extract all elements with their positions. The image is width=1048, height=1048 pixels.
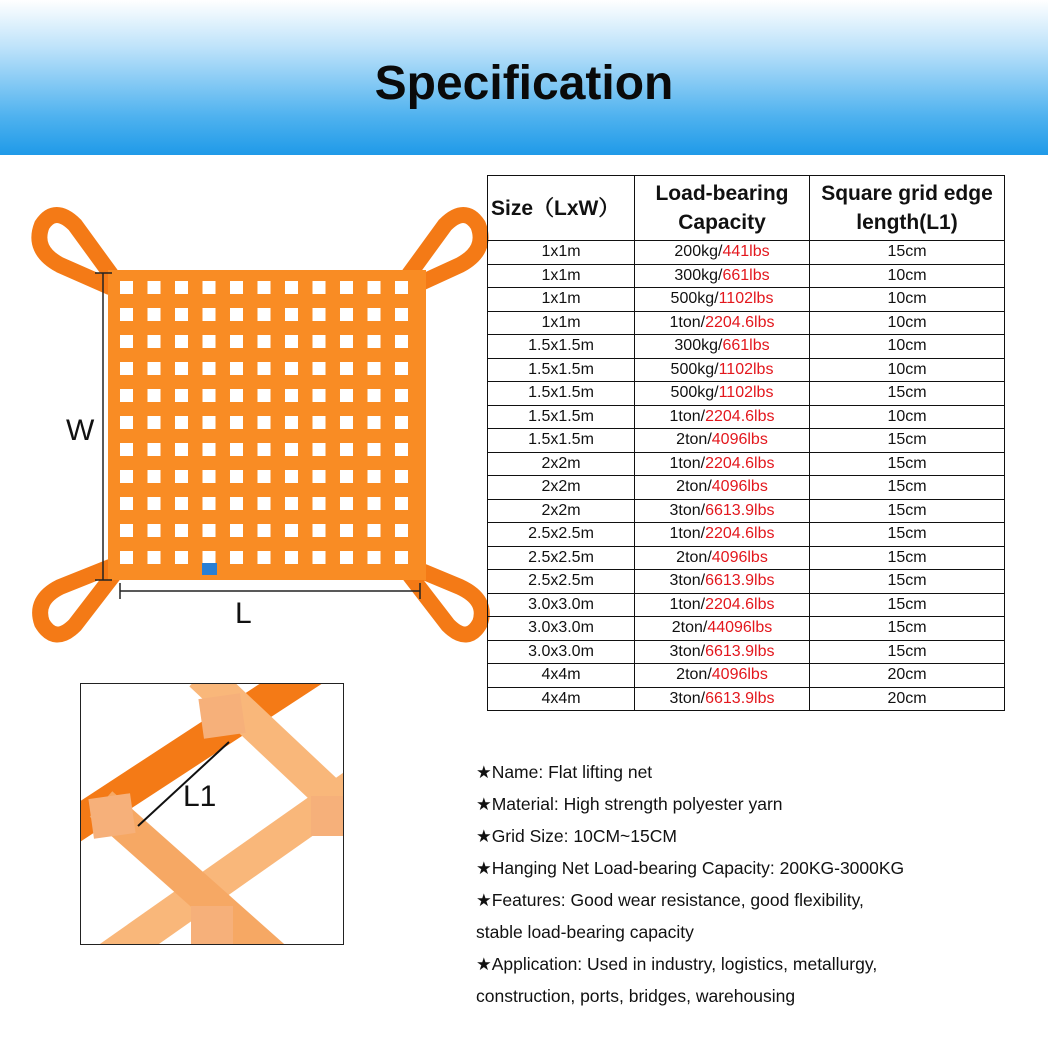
net-hole xyxy=(395,497,408,510)
net-hole xyxy=(230,524,243,537)
table-row xyxy=(488,570,1005,594)
cell-capacity xyxy=(635,664,810,688)
net-hole xyxy=(313,389,326,402)
net-hole xyxy=(203,389,216,402)
cell-size: 2.5x2.5m xyxy=(488,523,635,547)
cell-grid-length: 20cm xyxy=(810,687,1005,711)
table-row xyxy=(488,523,1005,547)
table-row xyxy=(488,429,1005,453)
capacity-lbs: 4096lbs xyxy=(711,666,768,684)
cell-size: 4x4m xyxy=(488,687,635,711)
net-hole xyxy=(203,281,216,294)
net-hole xyxy=(230,389,243,402)
cell-grid-length: 15cm xyxy=(810,546,1005,570)
cell-capacity xyxy=(635,335,810,359)
cell-grid-length: 15cm xyxy=(810,593,1005,617)
net-hole xyxy=(340,389,353,402)
cell-grid-length: 15cm xyxy=(810,617,1005,641)
net-hole xyxy=(148,551,161,564)
table-row xyxy=(488,382,1005,406)
table-row xyxy=(488,264,1005,288)
table-row xyxy=(488,546,1005,570)
net-hole xyxy=(285,308,298,321)
cell-size: 2x2m xyxy=(488,476,635,500)
cell-capacity xyxy=(635,405,810,429)
net-hole xyxy=(285,335,298,348)
capacity-lbs: 1102lbs xyxy=(718,384,774,402)
net-hole xyxy=(368,335,381,348)
table-row xyxy=(488,311,1005,335)
net-hole xyxy=(203,497,216,510)
net-hole xyxy=(285,443,298,456)
net-hole xyxy=(120,416,133,429)
capacity-metric: 2ton/ xyxy=(676,478,712,496)
feature-list xyxy=(476,758,1036,1014)
net-hole xyxy=(203,335,216,348)
cell-size: 1.5x1.5m xyxy=(488,382,635,406)
net-hole xyxy=(120,551,133,564)
cell-grid-length: 10cm xyxy=(810,358,1005,382)
cell-size: 2x2m xyxy=(488,499,635,523)
net-hole xyxy=(120,335,133,348)
cell-capacity xyxy=(635,523,810,547)
capacity-lbs: 661lbs xyxy=(722,266,770,284)
cell-grid-length: 15cm xyxy=(810,499,1005,523)
capacity-lbs: 2204.6lbs xyxy=(705,313,775,331)
net-hole xyxy=(285,551,298,564)
net-hole xyxy=(313,281,326,294)
net-hole xyxy=(395,335,408,348)
net-hole xyxy=(120,524,133,537)
capacity-lbs: 6613.9lbs xyxy=(705,501,775,519)
specification-table xyxy=(487,175,1005,711)
cell-size: 1.5x1.5m xyxy=(488,358,635,382)
net-hole xyxy=(175,362,188,375)
net-hole xyxy=(258,524,271,537)
net-hole xyxy=(175,335,188,348)
net-hole xyxy=(203,470,216,483)
capacity-metric: 1ton/ xyxy=(669,595,706,613)
cell-size: 2.5x2.5m xyxy=(488,546,635,570)
net-hole xyxy=(230,551,243,564)
cell-capacity xyxy=(635,241,810,265)
net-hole xyxy=(203,551,216,564)
net-hole xyxy=(120,443,133,456)
net-hole xyxy=(368,281,381,294)
table-row xyxy=(488,405,1005,429)
table-row xyxy=(488,476,1005,500)
net-hole xyxy=(395,470,408,483)
capacity-metric: 1ton/ xyxy=(669,407,706,425)
cell-size: 3.0x3.0m xyxy=(488,593,635,617)
capacity-lbs: 6613.9lbs xyxy=(705,689,775,707)
net-hole xyxy=(120,497,133,510)
net-hole xyxy=(285,362,298,375)
net-hole xyxy=(175,281,188,294)
net-hole xyxy=(313,362,326,375)
cell-size: 2.5x2.5m xyxy=(488,570,635,594)
net-hole xyxy=(203,308,216,321)
cell-size: 2x2m xyxy=(488,452,635,476)
net-hole xyxy=(340,524,353,537)
cell-grid-length: 15cm xyxy=(810,570,1005,594)
net-hole xyxy=(175,443,188,456)
cell-grid-length: 15cm xyxy=(810,429,1005,453)
net-hole xyxy=(285,281,298,294)
net-hole xyxy=(313,416,326,429)
net-hole xyxy=(340,551,353,564)
capacity-lbs: 2204.6lbs xyxy=(705,525,775,543)
cell-capacity xyxy=(635,570,810,594)
feature-line: ★Hanging Net Load-bearing Capacity: 200KG-3000KG xyxy=(476,858,905,878)
net-hole xyxy=(313,443,326,456)
net-hole xyxy=(175,416,188,429)
capacity-lbs: 4096lbs xyxy=(711,478,768,496)
net-hole xyxy=(285,416,298,429)
net-hole xyxy=(258,308,271,321)
capacity-lbs: 2204.6lbs xyxy=(705,454,775,472)
cell-capacity xyxy=(635,687,810,711)
feature-line: construction, ports, bridges, warehousing xyxy=(476,986,796,1006)
net-hole xyxy=(395,281,408,294)
cell-size: 1.5x1.5m xyxy=(488,405,635,429)
feature-line: ★Grid Size: 10CM~15CM xyxy=(476,826,677,846)
table-row xyxy=(488,640,1005,664)
capacity-lbs: 1102lbs xyxy=(718,360,774,378)
capacity-lbs: 44096lbs xyxy=(707,619,773,637)
net-hole xyxy=(368,362,381,375)
capacity-metric: 500kg/ xyxy=(670,290,719,308)
table-row xyxy=(488,335,1005,359)
cell-capacity xyxy=(635,640,810,664)
capacity-metric: 3ton/ xyxy=(669,689,706,707)
cell-grid-length: 10cm xyxy=(810,311,1005,335)
table-row xyxy=(488,452,1005,476)
net-hole xyxy=(340,443,353,456)
net-hole xyxy=(313,524,326,537)
net-hole xyxy=(313,470,326,483)
net-hole xyxy=(120,470,133,483)
net-hole xyxy=(340,281,353,294)
capacity-lbs: 4096lbs xyxy=(711,548,768,566)
net-hole xyxy=(230,308,243,321)
cell-size: 4x4m xyxy=(488,664,635,688)
net-hole xyxy=(258,389,271,402)
capacity-lbs: 661lbs xyxy=(722,337,770,355)
net-hole xyxy=(148,362,161,375)
page-title: Specification xyxy=(374,57,674,110)
cell-capacity xyxy=(635,288,810,312)
capacity-metric: 300kg/ xyxy=(674,266,723,284)
net-hole xyxy=(368,551,381,564)
net-hole xyxy=(368,443,381,456)
cell-size: 1.5x1.5m xyxy=(488,335,635,359)
feature-line: stable load-bearing capacity xyxy=(476,922,694,942)
net-hole xyxy=(230,335,243,348)
table-row xyxy=(488,687,1005,711)
capacity-lbs: 441lbs xyxy=(722,243,770,261)
capacity-metric: 1ton/ xyxy=(669,525,706,543)
net-hole xyxy=(175,470,188,483)
net-hole xyxy=(120,308,133,321)
capacity-lbs: 6613.9lbs xyxy=(705,572,775,590)
capacity-lbs: 2204.6lbs xyxy=(705,595,775,613)
net-hole xyxy=(148,308,161,321)
cell-capacity xyxy=(635,593,810,617)
net-hole xyxy=(395,443,408,456)
table-row xyxy=(488,241,1005,265)
net-hole xyxy=(120,362,133,375)
cell-capacity xyxy=(635,358,810,382)
net-hole xyxy=(148,281,161,294)
net-hole xyxy=(395,389,408,402)
capacity-metric: 2ton/ xyxy=(676,431,712,449)
net-hole xyxy=(230,416,243,429)
cell-size: 1x1m xyxy=(488,288,635,312)
cell-capacity xyxy=(635,264,810,288)
net-hole xyxy=(175,389,188,402)
cell-size: 3.0x3.0m xyxy=(488,640,635,664)
table-row xyxy=(488,664,1005,688)
net-hole xyxy=(368,389,381,402)
header-banner xyxy=(0,0,1048,155)
net-hole xyxy=(340,416,353,429)
table-row xyxy=(488,358,1005,382)
capacity-metric: 500kg/ xyxy=(670,384,719,402)
net-hole xyxy=(368,308,381,321)
cell-capacity xyxy=(635,452,810,476)
capacity-metric: 500kg/ xyxy=(670,360,719,378)
net-hole xyxy=(203,362,216,375)
net-hole xyxy=(313,551,326,564)
net-hole xyxy=(258,362,271,375)
net-hole xyxy=(203,524,216,537)
net-hole xyxy=(148,335,161,348)
l1-label: L1 xyxy=(183,780,217,813)
net-hole xyxy=(258,281,271,294)
grid-detail-image xyxy=(80,683,344,945)
cell-size: 1x1m xyxy=(488,241,635,265)
net-hole xyxy=(148,470,161,483)
net-hole xyxy=(230,443,243,456)
cell-grid-length: 10cm xyxy=(810,405,1005,429)
cell-capacity xyxy=(635,499,810,523)
cell-grid-length: 15cm xyxy=(810,640,1005,664)
capacity-metric: 2ton/ xyxy=(676,548,712,566)
capacity-metric: 1ton/ xyxy=(669,313,706,331)
net-hole xyxy=(340,362,353,375)
cell-grid-length: 15cm xyxy=(810,452,1005,476)
net-hole xyxy=(313,497,326,510)
header-size: Size（LxW） xyxy=(488,176,635,241)
net-hole xyxy=(313,335,326,348)
net-hole xyxy=(258,416,271,429)
net-hole xyxy=(203,443,216,456)
net-hole xyxy=(230,362,243,375)
cell-capacity xyxy=(635,617,810,641)
table-header-row xyxy=(488,176,1005,241)
net-hole xyxy=(175,551,188,564)
capacity-metric: 3ton/ xyxy=(669,642,706,660)
net-hole xyxy=(368,497,381,510)
net-hole xyxy=(230,470,243,483)
net-hole xyxy=(258,497,271,510)
cell-capacity xyxy=(635,429,810,453)
net-hole xyxy=(148,443,161,456)
cell-grid-length: 15cm xyxy=(810,476,1005,500)
capacity-lbs: 2204.6lbs xyxy=(705,407,775,425)
cell-capacity xyxy=(635,382,810,406)
capacity-lbs: 4096lbs xyxy=(711,431,768,449)
header-capacity: Load-bearing Capacity xyxy=(635,176,810,241)
capacity-metric: 2ton/ xyxy=(676,666,712,684)
net-hole xyxy=(285,470,298,483)
header-grid-length: Square grid edge length(L1) xyxy=(810,176,1005,241)
length-label: L xyxy=(235,597,252,630)
cell-size: 1x1m xyxy=(488,264,635,288)
width-label: W xyxy=(66,414,95,447)
net-hole xyxy=(258,551,271,564)
cell-grid-length: 15cm xyxy=(810,241,1005,265)
capacity-metric: 300kg/ xyxy=(674,337,723,355)
net-hole xyxy=(230,281,243,294)
net-hole xyxy=(148,524,161,537)
net-hole xyxy=(230,497,243,510)
cell-size: 3.0x3.0m xyxy=(488,617,635,641)
net-hole xyxy=(258,443,271,456)
cell-grid-length: 15cm xyxy=(810,382,1005,406)
net-hole xyxy=(285,389,298,402)
table-row xyxy=(488,288,1005,312)
feature-line: ★Application: Used in industry, logistics, metallurgy, xyxy=(476,954,878,974)
net-hole xyxy=(285,497,298,510)
capacity-metric: 3ton/ xyxy=(669,501,706,519)
feature-line: ★Name: Flat lifting net xyxy=(476,762,653,782)
net-hole xyxy=(313,308,326,321)
blue-tag xyxy=(202,563,217,575)
net-hole xyxy=(148,416,161,429)
net-hole xyxy=(120,281,133,294)
net-hole xyxy=(395,308,408,321)
net-hole xyxy=(368,470,381,483)
cell-size: 1x1m xyxy=(488,311,635,335)
capacity-metric: 200kg/ xyxy=(674,243,723,261)
net-hole xyxy=(203,416,216,429)
capacity-metric: 2ton/ xyxy=(671,619,708,637)
net-hole xyxy=(340,470,353,483)
net-hole xyxy=(175,497,188,510)
net-hole xyxy=(368,524,381,537)
cell-grid-length: 10cm xyxy=(810,264,1005,288)
net-hole xyxy=(175,524,188,537)
net-hole xyxy=(395,362,408,375)
capacity-lbs: 6613.9lbs xyxy=(705,642,775,660)
cell-capacity xyxy=(635,311,810,335)
net-hole xyxy=(368,416,381,429)
feature-line: ★Features: Good wear resistance, good flexibility, xyxy=(476,890,864,910)
cell-capacity xyxy=(635,546,810,570)
net-hole xyxy=(395,524,408,537)
cell-capacity xyxy=(635,476,810,500)
capacity-lbs: 1102lbs xyxy=(718,290,774,308)
cell-size: 1.5x1.5m xyxy=(488,429,635,453)
net-hole xyxy=(258,470,271,483)
net-hole xyxy=(395,416,408,429)
net-hole xyxy=(340,497,353,510)
net-hole xyxy=(395,551,408,564)
net-hole xyxy=(148,389,161,402)
feature-line: ★Material: High strength polyester yarn xyxy=(476,794,783,814)
net-hole xyxy=(340,335,353,348)
net-hole xyxy=(175,308,188,321)
cell-grid-length: 15cm xyxy=(810,523,1005,547)
net-hole xyxy=(258,335,271,348)
table-row xyxy=(488,617,1005,641)
net-hole xyxy=(340,308,353,321)
net-hole xyxy=(285,524,298,537)
table-row xyxy=(488,499,1005,523)
cell-grid-length: 10cm xyxy=(810,335,1005,359)
capacity-metric: 3ton/ xyxy=(669,572,706,590)
net-hole xyxy=(148,497,161,510)
cell-grid-length: 20cm xyxy=(810,664,1005,688)
net-hole xyxy=(120,389,133,402)
cell-grid-length: 10cm xyxy=(810,288,1005,312)
capacity-metric: 1ton/ xyxy=(669,454,706,472)
table-row xyxy=(488,593,1005,617)
